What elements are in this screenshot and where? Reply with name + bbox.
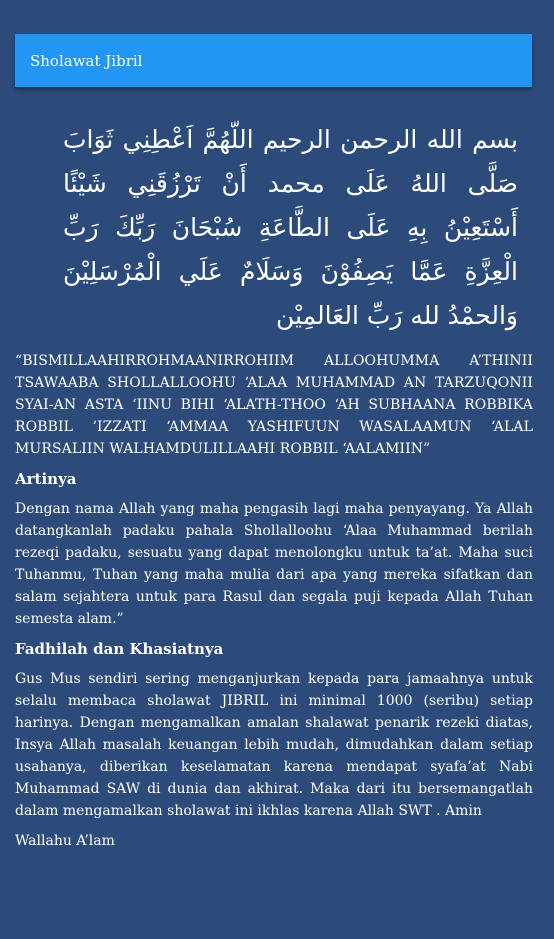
meaning-heading: Artinya: [15, 470, 77, 488]
virtue-heading: Fadhilah dan Khasiatnya: [15, 640, 224, 658]
virtue-text: Gus Mus sendiri sering menganjurkan kepada para jamaahnya untuk selalu membaca sholawat JIBRIL ini minimal 1000 (seribu) setiap harinya. Dengan mengamalkan amalan shalawat penarik rezeki diatas, Insya Allah masalah keuangan lebih mudah, dimudahkan dalam setiap usahanya, diberikan keselamatan karena mendapat syafa’at Nabi Muhammad SAW di dunia dan akhirat. Maka dari itu bersemangatlah dalam mengamalkan sholawat ini ikhlas karena Allah SWT . Amin: [15, 671, 533, 819]
meaning-text: Dengan nama Allah yang maha pengasih lagi maha penyayang. Ya Allah datangkanlah padaku pahala Shollalloohu ‘Alaa Muhammad berilah rezeqi padaku, sesuatu yang dapat menolongku untuk ta’at. Maha suci Tuhanmu, Tuhan yang maha mulia dari apa yang mereka sifatkan dan salam sejahtera untuk para Rasul dan segala puji kepada Allah Tuhan semesta alam.”: [15, 501, 533, 627]
arabic-prayer-text: بسم الله الرحمن الرحيم اللّهُمَّ اَعْطِنِي ثَوَابَ صَلَّى اللهُ عَلَى محمد أَنْ تَرْزُقَنِي شَيْئًا أَسْتَعِيْنُ بِهِ عَلَى الطَّاعَةِ سُبْحَانَ رَبِّكَ رَبِّ الْعِزَّةِ عَمَّا يَصِفُوْنَ وَسَلَامٌ عَلَي الْمُرْسَلِيْنَ وَالحمْدُ لله رَبِّ العَالمِيْن: [63, 125, 518, 330]
closing-text: Wallahu A’lam: [15, 833, 115, 849]
app-bar: [15, 34, 532, 87]
article-content[interactable]: [15, 118, 533, 852]
app-bar-title: Sholawat Jibril: [30, 51, 143, 70]
latin-transliteration: “BISMILLAAHIRROHMAANIRROHIIM ALLOOHUMMA A’THINII TSAWAABA SHOLLALLOOHU ‘ALAA MUHAMMAD AN TARZUQONII SYAI-AN ASTA ‘IINU BIHI ‘ALATH-THOO ‘AH SUBHAANA ROBBIKA ROBBIL ‘IZZATI ‘AMMAA YASHIFUUN WASALAAMUN ‘ALAL MURSALIIN WALHAMDULILLAAHI ROBBIL ‘AALAMIIN”: [15, 353, 533, 457]
